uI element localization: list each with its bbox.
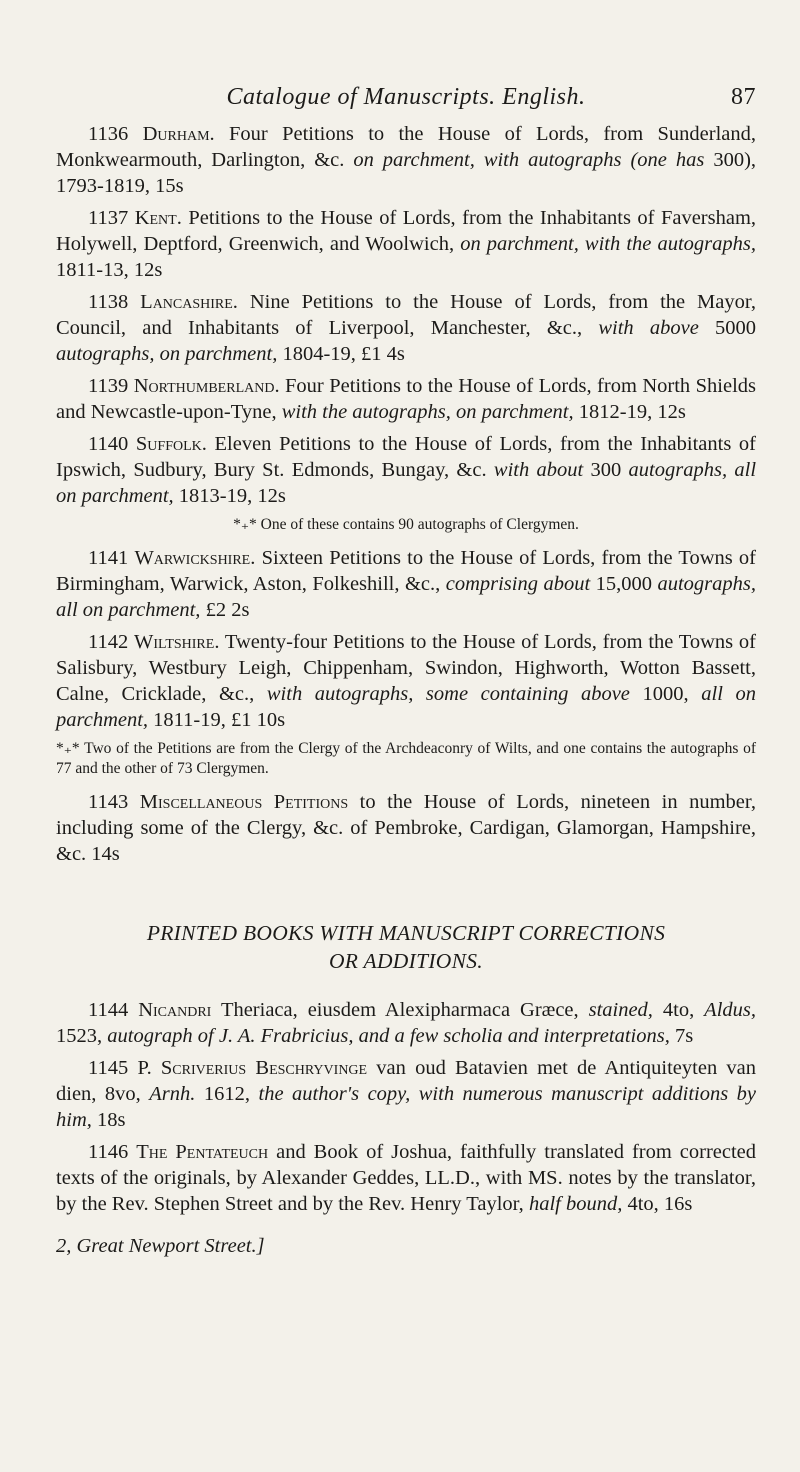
entry-text: Four Petitions to the House of Lords, from North Shields and Newcastle-upon-Tyne, — [56, 375, 757, 423]
entry-italic: Aldus, — [704, 999, 756, 1021]
entry-italic: stained, — [588, 999, 653, 1021]
entry-price: 1813-19, 12s — [178, 485, 286, 507]
entry-number: 1145 — [88, 1057, 129, 1079]
entry-heading: Warwickshire. — [134, 547, 256, 569]
entry-italic: comprising about — [445, 573, 591, 595]
entry-price: 1812-19, 12s — [578, 401, 686, 423]
entry-text: 1000, — [642, 683, 689, 705]
entry-text: Theriaca, eiusdem Alexipharmaca Græce, — [220, 999, 579, 1021]
catalogue-page — [56, 84, 756, 1258]
entry-number: 1137 — [88, 207, 129, 229]
entry-number: 1146 — [88, 1141, 129, 1163]
entry-note: *₊* Two of the Petitions are from the Clergy of the Archdeaconry of Wilts, and one contains the autographs of 77 and the other of 73 Clergymen. — [56, 740, 756, 777]
entry-italic: Arnh. — [149, 1083, 196, 1105]
entry-note: *₊* One of these contains 90 autographs of Clergymen. — [233, 516, 579, 533]
entry-italic: with the autographs, on parchment, — [281, 401, 574, 423]
entry-1144 — [56, 997, 756, 1049]
entry-italic: with autographs, some containing above — [266, 683, 630, 705]
entry-text: Twenty-four Petitions to the House of Lords, from the Towns of Salisbury, Westbury Leigh, Chippenham, Swindon, Highworth, Wotton Bassett, Calne, Cricklade, &c., — [56, 631, 757, 705]
section-heading-line: OR ADDITIONS. — [328, 949, 483, 973]
entry-number: 1138 — [88, 291, 129, 313]
entry-italic: on parchment, with the autographs, — [460, 233, 756, 255]
entry-1142 — [56, 629, 756, 733]
entry-text: Petitions to the House of Lords, from the Inhabitants of Faversham, Holywell, Deptford, Greenwich, and Woolwich, — [56, 207, 757, 255]
entry-1143 — [56, 789, 756, 867]
section-heading — [56, 919, 756, 975]
entry-italic: half bound, — [528, 1193, 623, 1215]
entry-price: 1811-19, £1 10s — [153, 709, 286, 731]
entry-1146 — [56, 1139, 756, 1217]
entry-text: to the House of Lords, nineteen in number, including some of the Clergy, &c. of Pembroke, Cardigan, Glamorgan, Hampshire, &c. 14s — [56, 791, 757, 865]
entry-number: 1144 — [88, 999, 129, 1021]
entry-text: 15,000 — [595, 573, 652, 595]
entry-heading: Wiltshire. — [134, 631, 220, 653]
entry-1141 — [56, 545, 756, 623]
entry-1140 — [56, 431, 756, 509]
entry-price: 1811-13, 12s — [56, 259, 163, 281]
entry-price: 18s — [97, 1109, 126, 1131]
entry-price: 4to, 16s — [627, 1193, 693, 1215]
entry-text: Sixteen Petitions to the House of Lords, from the Towns of Birmingham, Warwick, Aston, Folkeshill, &c., — [56, 547, 757, 595]
entry-text: Nine Petitions to the House of Lords, from the Mayor, Council, and Inhabitants of Liverpool, Manchester, &c., — [56, 291, 757, 339]
entry-text: 5000 — [715, 317, 757, 339]
page-title: Catalogue of Manuscripts. English. — [226, 84, 586, 110]
entry-heading: Nicandri — [138, 999, 212, 1021]
entry-price: 7s — [674, 1025, 694, 1047]
entry-italic: on parchment, with autographs — [353, 149, 622, 171]
entry-text: 300), — [713, 149, 757, 171]
entry-italic: (one has — [630, 149, 705, 171]
entry-italic: autographs, all on parchment, — [56, 573, 756, 621]
entry-number: 1136 — [88, 123, 129, 145]
entry-price: 1804-19, £1 4s — [282, 343, 405, 365]
entry-price: 1793-1819, 15s — [56, 175, 184, 197]
entry-text: Four Petitions to the House of Lords, from Sunderland, Monkwearmouth, Darlington, &c. — [56, 123, 757, 171]
entry-text: 4to, — [662, 999, 695, 1021]
entry-text: van oud Batavien met de Antiquiteyten van dien, 8vo, — [56, 1057, 757, 1105]
entry-heading: The Pentateuch — [136, 1141, 269, 1163]
entry-heading: Kent. — [134, 207, 182, 229]
entry-heading: P. Scriverius Beschryvinge — [137, 1057, 368, 1079]
entry-1138 — [56, 289, 756, 367]
entry-number: 1139 — [88, 375, 129, 397]
entry-number: 1143 — [88, 791, 129, 813]
entry-heading: Durham. — [142, 123, 215, 145]
entry-italic: with above — [598, 317, 699, 339]
entry-italic: autograph of J. A. Frabricius, and a few scholia and interpretations, — [107, 1025, 670, 1047]
entry-text: 1612, — [203, 1083, 251, 1105]
entry-1137 — [56, 205, 756, 283]
entry-number: 1141 — [88, 547, 129, 569]
entry-text: Eleven Petitions to the House of Lords, from the Inhabitants of Ipswich, Sudbury, Bury St. Edmonds, Bungay, &c. — [56, 433, 757, 481]
entry-heading: Lancashire. — [140, 291, 238, 313]
entry-heading: Miscellaneous Petitions — [139, 791, 349, 813]
entry-italic: autographs, on parchment, — [56, 343, 278, 365]
entry-text: and Book of Joshua, faithfully translated from corrected texts of the originals, by Alexander Geddes, LL.D., with MS. notes by the translator, by the Rev. Stephen Street and by the Rev. Henry Taylor, — [56, 1141, 757, 1215]
entry-heading: Northumberland. — [133, 375, 280, 397]
page-number: 87 — [731, 84, 756, 110]
entry-1136 — [56, 121, 756, 199]
entry-text: 300 — [590, 459, 622, 481]
section-heading-line: PRINTED BOOKS WITH MANUSCRIPT CORRECTIONS — [146, 921, 666, 945]
entry-text: 1523, — [56, 1025, 103, 1047]
entry-italic: all on parchment, — [56, 683, 756, 731]
entry-heading: Suffolk. — [135, 433, 207, 455]
footer-address: 2, Great Newport Street.] — [56, 1235, 265, 1257]
entry-1139 — [56, 373, 756, 425]
entry-number: 1140 — [88, 433, 129, 455]
running-head — [56, 84, 756, 111]
entry-number: 1142 — [88, 631, 129, 653]
entry-1145 — [56, 1055, 756, 1133]
entry-italic: autographs, all on parchment, — [56, 459, 757, 507]
entry-price: £2 2s — [205, 599, 250, 621]
entry-italic: the author's copy, with numerous manuscript additions by him, — [56, 1083, 757, 1131]
entry-italic: with about — [493, 459, 584, 481]
